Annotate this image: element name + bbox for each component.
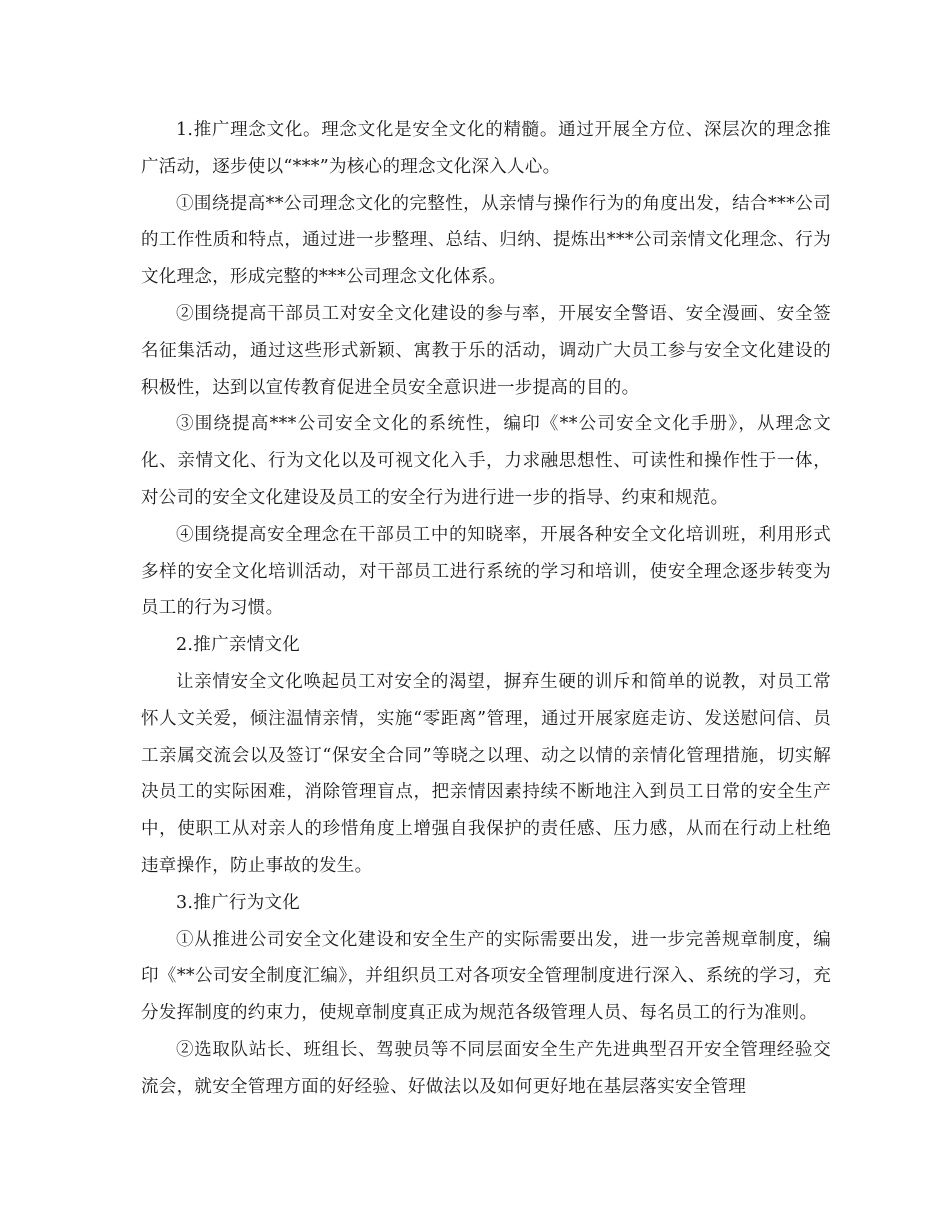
- document-body: [141, 112, 831, 1106]
- paragraph-experience-exchange: ②选取队站长、班组长、驾驶员等不同层面安全生产先进典型召开安全管理经验交流会，就安全管理方面的好经验、好做法以及如何更好地在基层落实安全管理: [141, 1039, 831, 1097]
- section-heading-family-culture: 2.推广亲情文化: [176, 635, 301, 656]
- paragraph-1-heading-concept-culture: 1.推广理念文化。理念文化是安全文化的精髓。通过开展全方位、深层次的理念推广活动，逐步使以“***”为核心的理念文化深入人心。: [141, 120, 831, 177]
- paragraph-safety-culture-handbook: ③围绕提高***公司安全文化的系统性，编印《**公司安全文化手册》，从理念文化、亲情文化、行为文化以及可视文化入手，力求融思想性、可读性和操作性于一体，对公司的安全文化建设及员工的安全行为进行进一步的指导、约束和规范。: [141, 414, 831, 508]
- paragraph-participation-rate: ②围绕提高干部员工对安全文化建设的参与率，开展安全警语、安全漫画、安全签名征集活动，通过这些形式新颖、寓教于乐的活动，调动广大员工参与安全文化建设的积极性，达到以宣传教育促进全员安全意识进一步提高的目的。: [141, 303, 831, 398]
- paragraph-awareness-training: ④围绕提高安全理念在干部员工中的知晓率，开展各种安全文化培训班，利用形式多样的安全文化培训活动，对干部员工进行系统的学习和培训，使安全理念逐步转变为员工的行为习惯。: [141, 524, 831, 619]
- paragraph-rules-compilation: ①从推进公司安全文化建设和安全生产的实际需要出发，进一步完善规章制度，编印《**公司安全制度汇编》，并组织员工对各项安全管理制度进行深入、系统的学习，充分发挥制度的约束力，使规章制度真正成为规范各级管理人员、每名员工的行为准则。: [141, 929, 831, 1024]
- paragraph-family-culture: 让亲情安全文化唤起员工对安全的渴望，摒弃生硬的训斥和简单的说教，对员工常怀人文关爱，倾注温情亲情，实施“零距离”管理，通过开展家庭走访、发送慰问信、员工亲属交流会以及签订“保安全合同”等晓之以理、动之以情的亲情化管理措施，切实解决员工的实际困难，消除管理盲点，把亲情因素持续不断地注入到员工日常的安全生产中，使职工从对亲人的珍惜角度上增强自我保护的责任感、压力感，从而在行动上杜绝违章操作，防止事故的发生。: [141, 671, 831, 876]
- paragraph-concept-completeness: ①围绕提高**公司理念文化的完整性，从亲情与操作行为的角度出发，结合***公司的工作性质和特点，通过进一步整理、总结、归纳、提炼出***公司亲情文化理念、行为文化理念，形成完整的***公司理念文化体系。: [141, 193, 831, 288]
- section-heading-behavior-culture: 3.推广行为文化: [176, 892, 301, 913]
